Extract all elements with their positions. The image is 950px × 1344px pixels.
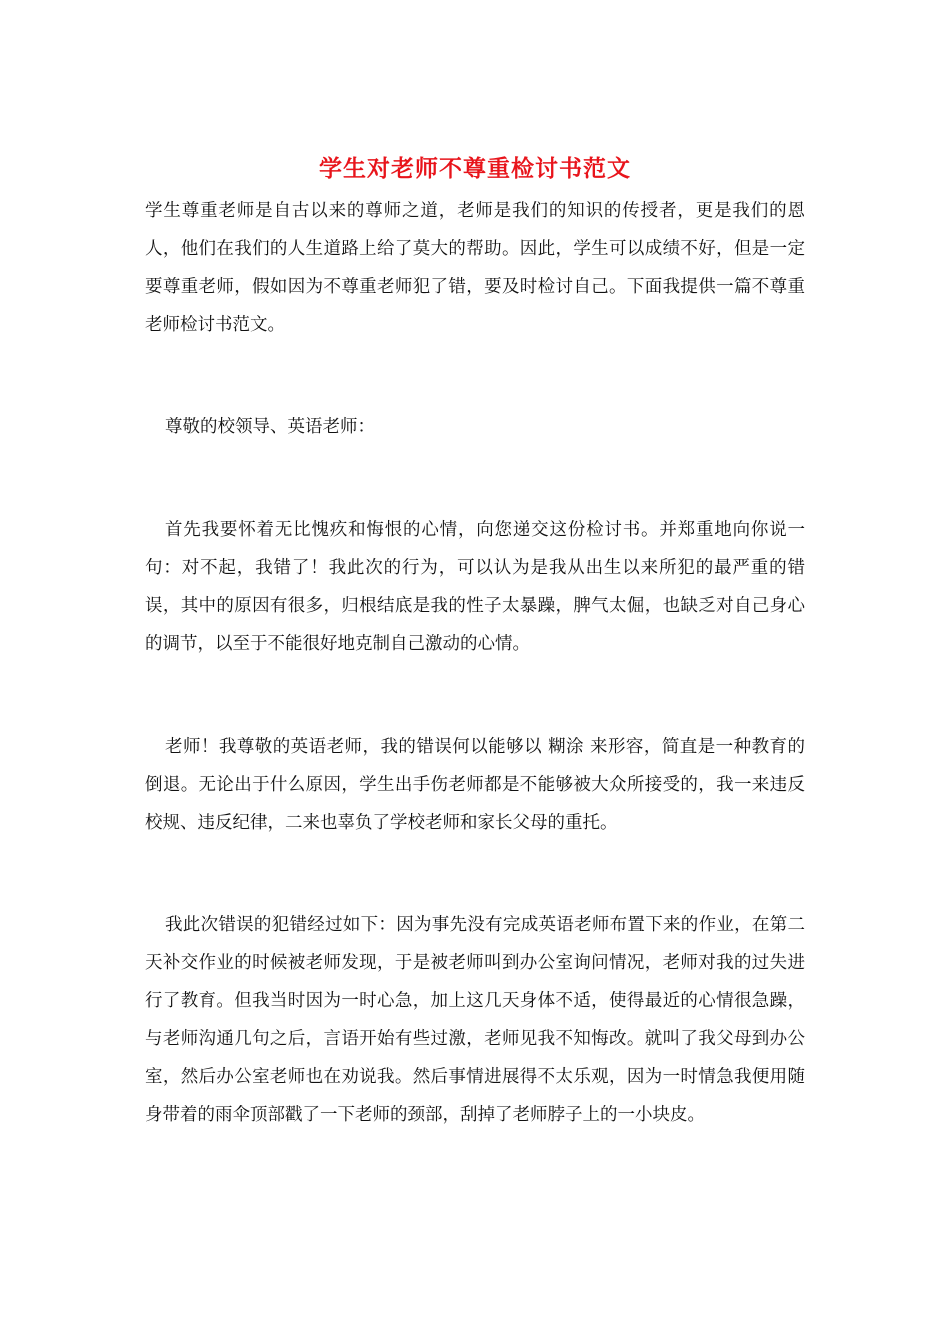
intro-paragraph: 学生尊重老师是自古以来的尊师之道，老师是我们的知识的传授者，更是我们的恩人，他们在我们的人生道路上给了莫大的帮助。因此，学生可以成绩不好，但是一定要尊重老师，假如因为不尊重老师犯了错，要及时检讨自己。下面我提供一篇不尊重老师检讨书范文。 (145, 201, 805, 335)
document-title: 学生对老师不尊重检讨书范文 (319, 155, 631, 182)
salutation: 尊敬的校领导、英语老师： (165, 417, 375, 437)
body-paragraph-3: 我此次错误的犯错经过如下：因为事先没有完成英语老师布置下来的作业，在第二天补交作业的时候被老师发现，于是被老师叫到办公室询问情况，老师对我的过失进行了教育。但我当时因为一时心急，加上这几天身体不适，使得最近的心情很急躁，与老师沟通几句之后，言语开始有些过激，老师见我不知悔改。就叫了我父母到办公室，然后办公室老师也在劝说我。然后事情进展得不太乐观，因为一时情急我便用随身带着的雨伞顶部戳了一下老师的颈部，刮掉了老师脖子上的一小块皮。 (145, 915, 805, 1125)
body-paragraph-2: 老师！我尊敬的英语老师，我的错误何以能够以 糊涂 来形容，简直是一种教育的倒退。无论出于什么原因，学生出手伤老师都是不能够被大众所接受的，我一来违反校规、违反纪律，二来也辜负了学校老师和家长父母的重托。 (145, 737, 805, 833)
body-paragraph-1: 首先我要怀着无比愧疚和悔恨的心情，向您递交这份检讨书。并郑重地向你说一句：对不起，我错了！我此次的行为，可以认为是我从出生以来所犯的最严重的错误，其中的原因有很多，归根结底是我的性子太暴躁，脾气太倔，也缺乏对自己身心的调节，以至于不能很好地克制自己激动的心情。 (145, 520, 805, 654)
